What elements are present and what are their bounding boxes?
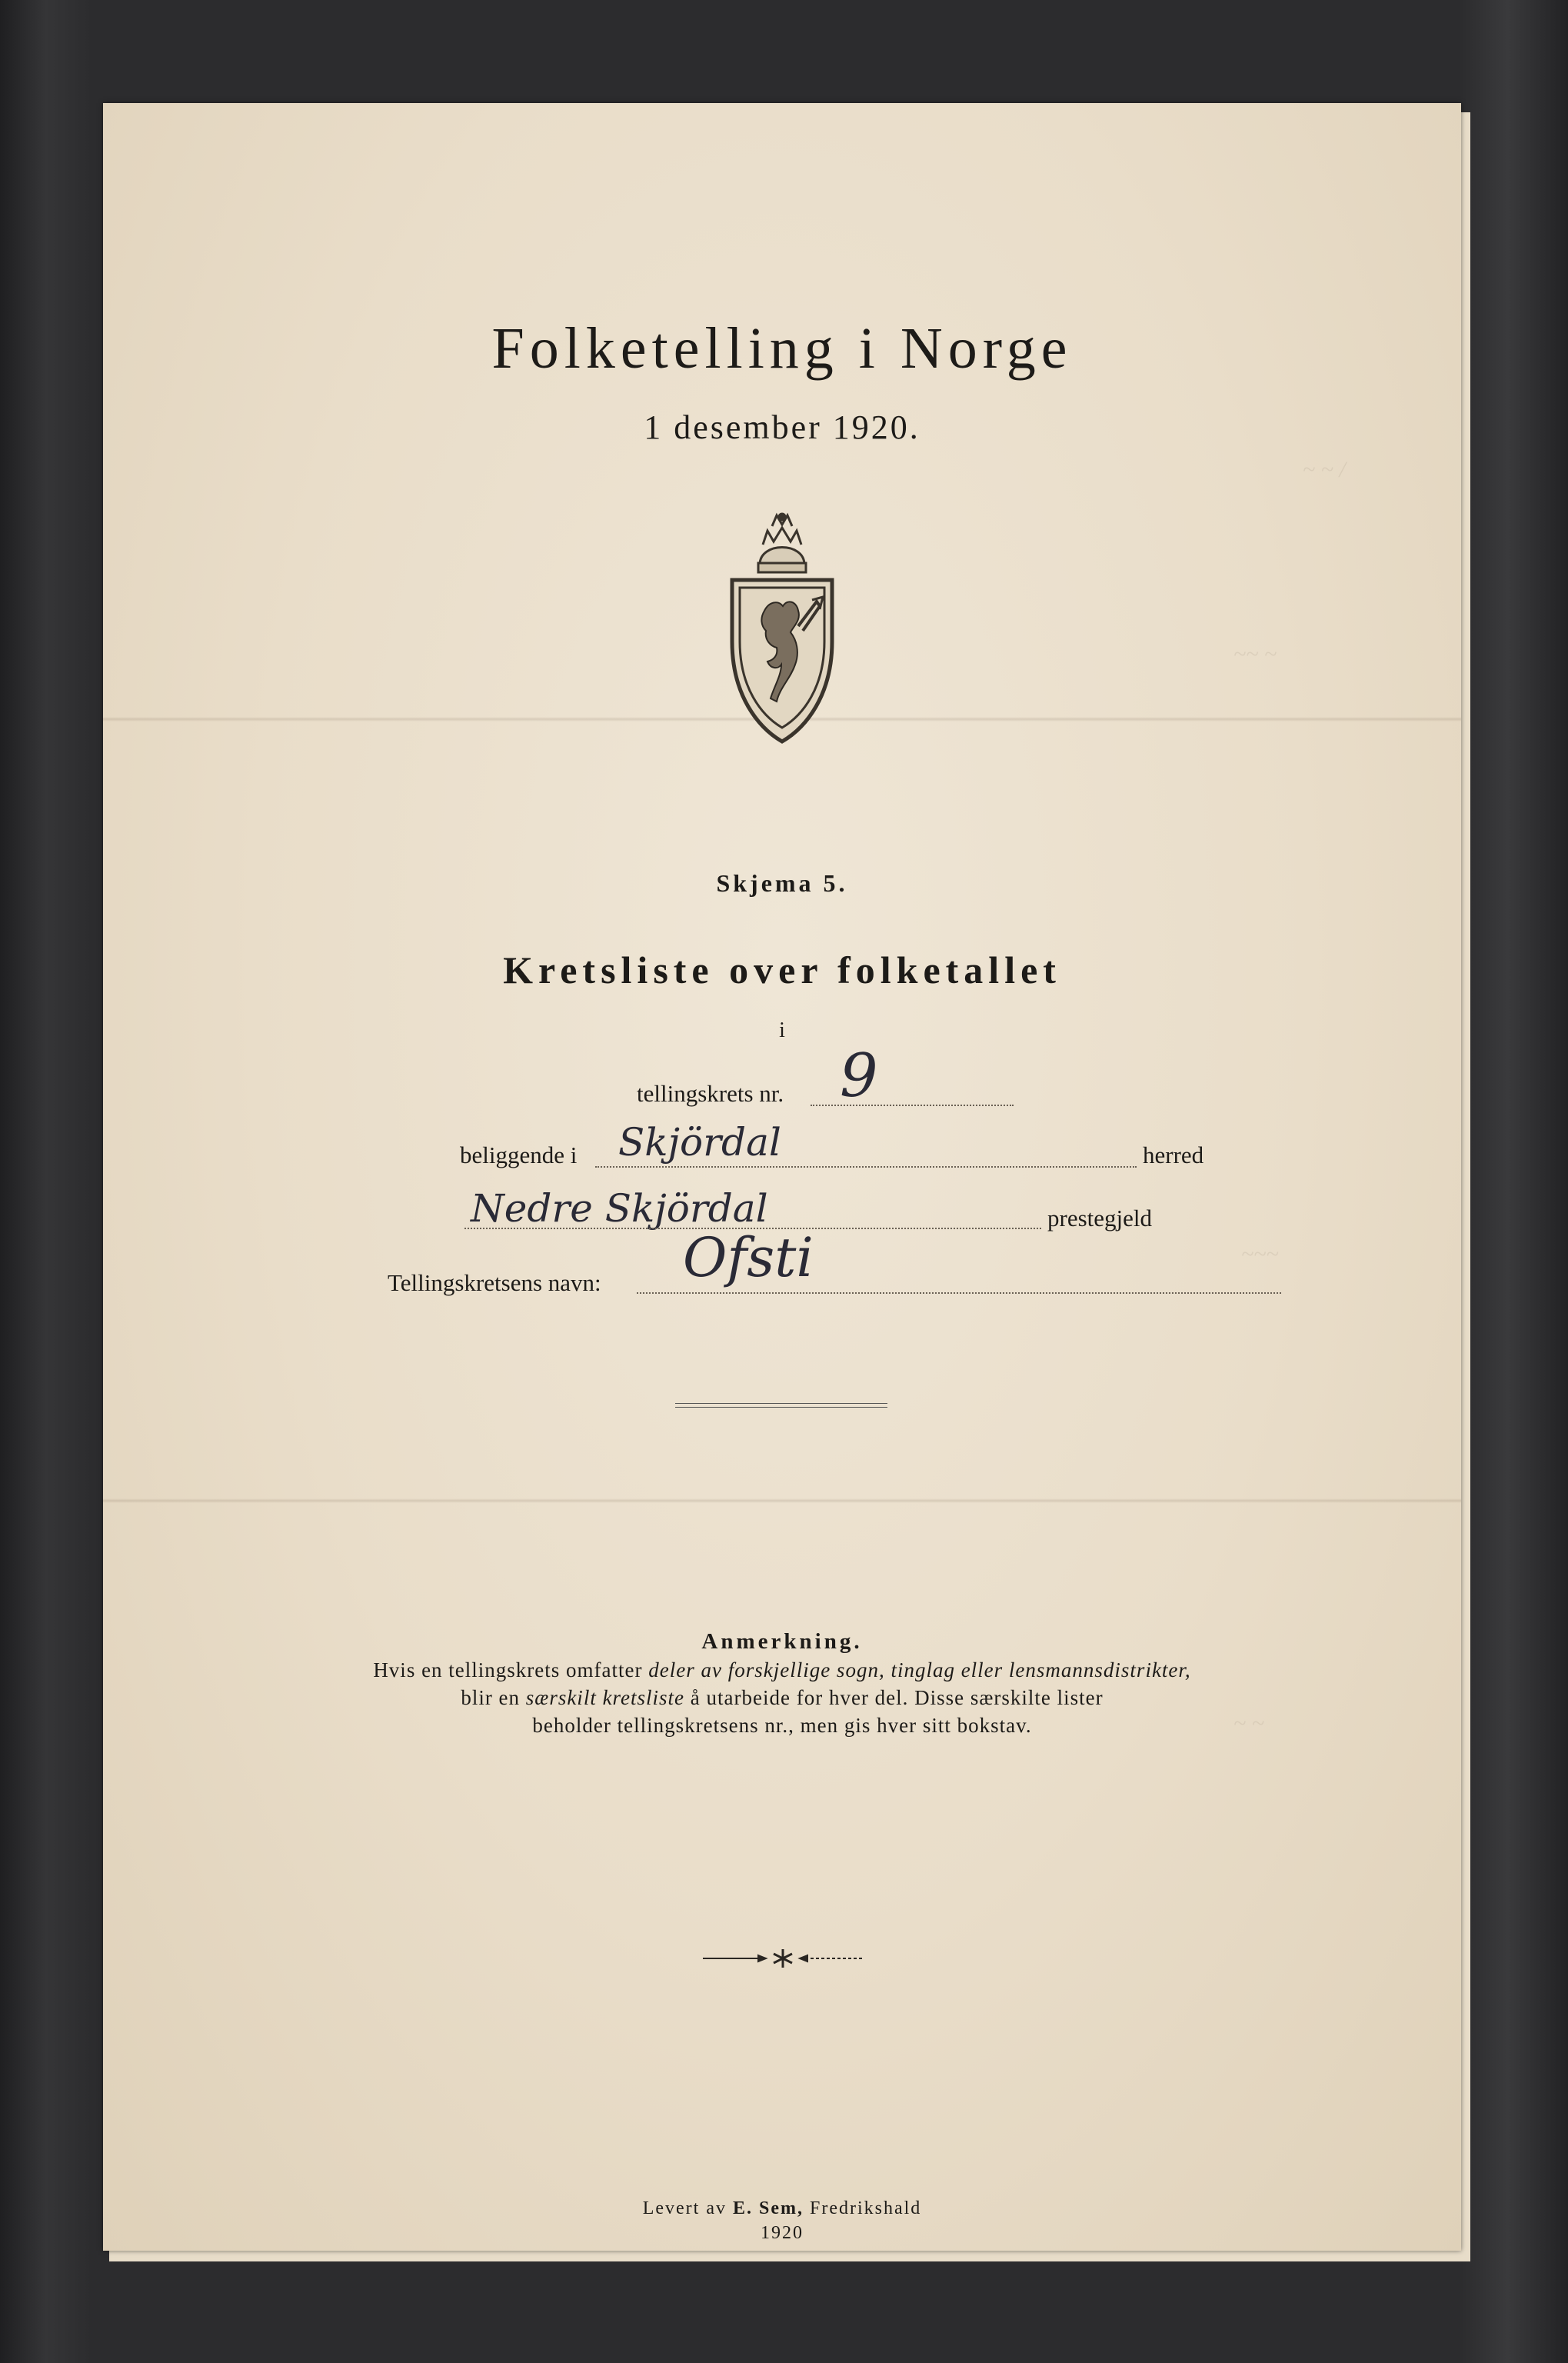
district-name-line xyxy=(637,1292,1281,1294)
note-text: Hvis en tellingskrets omfatter xyxy=(373,1658,649,1681)
page-title: Folketelling i Norge xyxy=(491,316,1073,381)
star-ornament-icon xyxy=(700,1946,866,1971)
district-number-value: 9 xyxy=(840,1042,878,1111)
parish-label: prestegjeld xyxy=(1047,1205,1153,1231)
list-title: Kretsliste over folketallet xyxy=(503,948,1061,992)
note-emphasis: deler av forskjellige sogn, tinglag eller lensmannsdistrikter, xyxy=(648,1658,1191,1681)
note-line-3: beholder tellingskretsens nr., men gis hver sitt bokstav. xyxy=(532,1714,1032,1737)
note-emphasis: særskilt kretsliste xyxy=(525,1686,685,1709)
bleed-through-mark: ~ ~ / xyxy=(1303,457,1346,482)
located-in-label: beliggende i xyxy=(460,1142,578,1168)
district-number-label: tellingskrets nr. xyxy=(637,1080,784,1107)
note-text: blir en xyxy=(461,1686,526,1709)
parish-value: Nedre Skjördal xyxy=(471,1186,768,1231)
fold-line xyxy=(103,1498,1461,1503)
herred-label: herred xyxy=(1143,1142,1204,1168)
printer-prefix: Levert av xyxy=(642,2198,733,2218)
municipality-value: Skjördal xyxy=(618,1120,781,1165)
bleed-through-mark: ~~ ~ xyxy=(1233,642,1277,667)
census-form-page xyxy=(103,103,1461,2251)
bleed-through-mark: ~~~ xyxy=(1241,1241,1279,1267)
district-name-label: Tellingskretsens navn: xyxy=(388,1269,601,1296)
printer-name: E. Sem, xyxy=(732,2198,804,2218)
norwegian-coat-of-arms-icon xyxy=(726,511,838,800)
located-in-line xyxy=(595,1166,1137,1168)
section-divider xyxy=(675,1403,887,1408)
printer-city: Fredrikshald xyxy=(803,2198,922,2218)
note-text: å utarbeide for hver del. Disse særskilte lister xyxy=(684,1686,1104,1709)
form-schema-number: Skjema 5. xyxy=(716,869,848,897)
bleed-through-mark: ~ ~ xyxy=(1233,1711,1264,1736)
connector-word: i xyxy=(779,1018,785,1042)
printer-credit xyxy=(103,2198,1461,2219)
census-date: 1 desember 1920. xyxy=(644,408,920,446)
note-line-1 xyxy=(103,1658,1461,1682)
district-name-value: Ofsti xyxy=(683,1226,814,1289)
note-line-2 xyxy=(103,1686,1461,1710)
note-heading: Anmerkning. xyxy=(701,1629,863,1654)
printer-year: 1920 xyxy=(761,2223,804,2243)
